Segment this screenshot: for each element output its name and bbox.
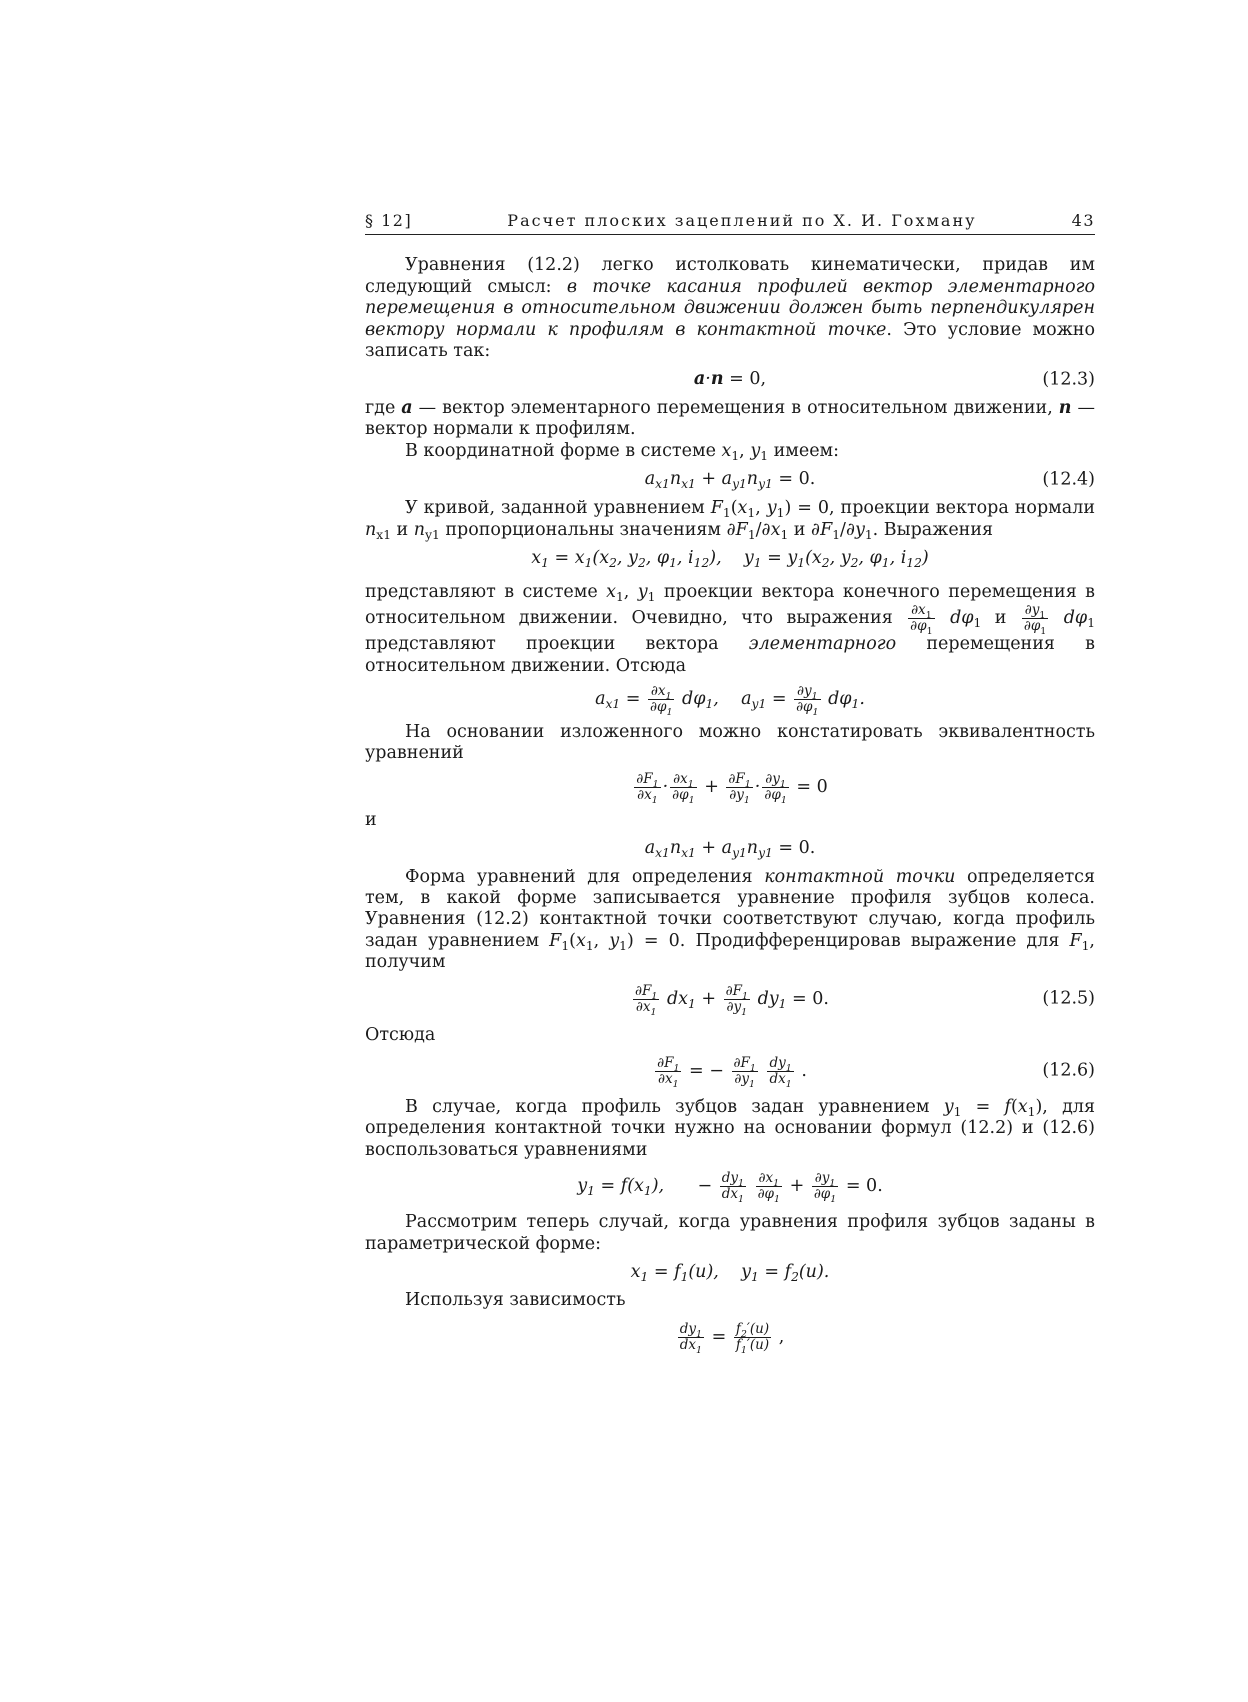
paragraph-3: В координатной форме в системе $x_1$, $y_1$ имеем: — [405, 440, 840, 463]
equation-number: (12.3) — [1042, 369, 1095, 390]
conjunction-and: и — [365, 809, 377, 830]
paragraph-otsyuda: Отсюда — [365, 1024, 436, 1045]
equation-12-4: $a_{x1}n_{x1} + a_{y1}n_{y1} = 0$. (12.4) — [644, 469, 1095, 492]
equation-explicit-profile: $y_1 = f(x_1)$, − $\frac{dy_1}{dx_1}$ $\frac{\partial x_1}{\partial\varphi_1}$ + $\frac{\partial y_1}{\partial\varphi_1}$ = 0. — [577, 1170, 883, 1206]
paragraph-7: Форма уравнений для определения контактной точки определяется тем, в какой форме записывается уравнение профиля зубцов колеса. Уравнения (12.2) контактной точки соответствуют случаю, когда профиль задан уравнением $F_1(x_1$, $y_1) = 0$. Продифференцировав выражение для $F_1$, получим — [365, 866, 1095, 973]
paragraph-6: На основании изложенного можно констатировать эквивалентность уравнений — [365, 721, 1095, 764]
page-number: 43 — [1071, 211, 1095, 230]
paragraph-5: представляют в системе $x_1$, $y_1$ проекции вектора конечного перемещения в относительном движении. Очевидно, что выражения $\frac{\partial x_1}{\partial\varphi_1}$ $d\varphi_1$ и $\frac{\partial y_1}{\partial\varphi_1}$ $d\varphi_1$ представляют проекции вектора элементарного перемещения в относительном движении. Отсюда — [365, 581, 1095, 676]
equation-equivalence-1: $\frac{\partial F_1}{\partial x_1}$ · $\frac{\partial x_1}{\partial\varphi_1}$ + $\frac{\partial F_1}{\partial y_1}$ · $\frac{\partial y_1}{\partial\varphi_1}$ = 0 — [636, 770, 828, 806]
equation-number: (12.5) — [1042, 988, 1095, 1009]
paragraph-9: Рассмотрим теперь случай, когда уравнения профиля зубцов заданы в параметрической форме: — [365, 1212, 1095, 1254]
equation-12-6: $\frac{\partial F_1}{\partial x_1}$ = − $\frac{\partial F_1}{\partial y_1}$ $\frac{dy_1}{dx_1}$ . (12.6) — [657, 1054, 1095, 1090]
equation-projections: $a_{x1}$ = $\frac{\partial x_1}{\partial\varphi_1}$ $d\varphi_1$, $a_{y1}$ = $\frac{\partial y_1}{\partial\varphi_1}$ $d\varphi_1$. — [595, 682, 865, 718]
paragraph-8: В случае, когда профиль зубцов задан уравнением $y_1 = f(x_1)$, для определения контактной точки нужно на основании формул (12.2) и (12.6) воспользоваться уравнениями — [365, 1096, 1096, 1160]
equation-number: (12.6) — [1042, 1060, 1095, 1081]
equation-equivalence-2: $a_{x1}n_{x1} + a_{y1}n_{y1} = 0$. — [644, 838, 816, 861]
equation-12-3: a·n = 0, (12.3) — [693, 369, 1095, 390]
paragraph-2: где a — вектор элементарного перемещения в относительном движении, n — вектор нормали к профилям. — [365, 397, 1095, 440]
running-header — [365, 210, 1095, 235]
equation-12-5: $\frac{\partial F_1}{\partial x_1}$ $dx_1$ + $\frac{\partial F_1}{\partial y_1}$ $dy_1 = 0$. (12.5) — [635, 982, 1095, 1018]
running-title: Расчет плоских зацеплений по Х. И. Гохману — [507, 211, 977, 230]
equation-dependency: $\frac{dy_1}{dx_1}$ = $\frac{f_2'(u)}{f_1'(u)}$ , — [679, 1320, 785, 1356]
page — [365, 210, 1095, 1363]
paragraph-1: Уравнения (12.2) легко истолковать кинематически, придав им следующий смысл: в точке касания профилей вектор элементарного перемещения в относительном движении должен быть перпендикулярен вектору нормали к профилям в контактной точке. Это условие можно записать так: — [365, 255, 1095, 362]
section-mark: § 12] — [365, 211, 413, 230]
paragraph-4: У кривой, заданной уравнением $F_1(x_1$, $y_1) = 0$, проекции вектора нормали $n_{x1}$ и $n_{y1}$ пропорциональны значениям $\partial F_1/\partial x_1$ и $\partial F_1/\partial y_1$. Выражения — [365, 498, 1095, 542]
equation-coordinates: $x_1 = x_1(x_2$, $y_2$, $\varphi_1$, $i_{12}$), $y_1 = y_1(x_2$, $y_2$, $\varphi_1$, $i_{12}$) — [531, 548, 929, 571]
equation-number: (12.4) — [1042, 469, 1095, 490]
equation-parametric: $x_1 = f_1(u)$, $y_1 = f_2(u)$. — [630, 1262, 830, 1284]
paragraph-10: Используя зависимость — [405, 1290, 626, 1311]
